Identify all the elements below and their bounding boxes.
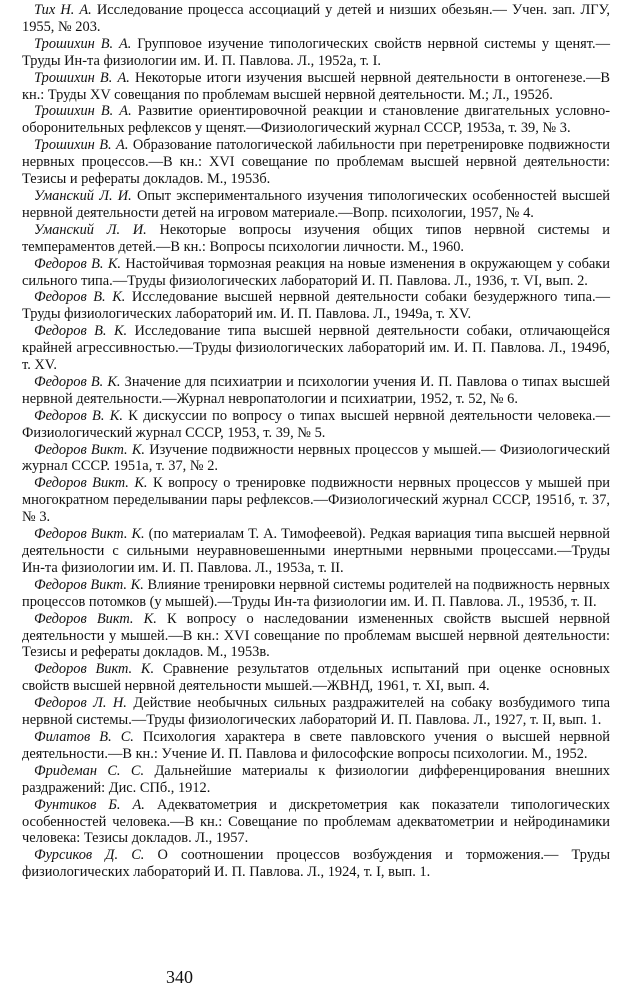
- entry-author: Уманский Л. И.: [34, 187, 132, 204]
- bibliography-entry: [22, 695, 610, 729]
- bibliography-entry: [22, 442, 610, 476]
- entry-author: Тих Н. А.: [34, 2, 92, 18]
- bibliography-entry: [22, 577, 610, 611]
- entry-author: Федоров В. К.: [34, 323, 128, 340]
- entry-text: Изучение подвижности нервных процессов у мышей.— Физиологический журнал СССР. 1951а, т. 37, № 2.: [22, 441, 610, 475]
- entry-author: Уманский Л. И.: [34, 221, 147, 238]
- entry-text: Дальнейшие материалы к физиологии дифференцирования внешних раздражений: Дис. СПб., 1912.: [22, 762, 610, 796]
- entry-author: Филатов В. С.: [34, 728, 134, 745]
- entry-text: К вопросу о тренировке подвижности нервных процессов у мышей при многократном переделывании пары рефлексов.—Физиологический журнал СССР, 1951б, т. 37, № 3.: [22, 475, 610, 526]
- entry-text: Опыт экспериментального изучения типологических особенностей высшей нервной деятельности детей на игровом материале.—Вопр. психологии, 1957, № 4.: [22, 187, 610, 221]
- entry-text: Настойчивая тормозная реакция на новые изменения в окружающем у собаки сильного типа.—Труды физиологических лабораторий И. П. Павлова. Л., 1936, т. VI, вып. 2.: [22, 255, 610, 289]
- bibliography-entry: [22, 611, 610, 662]
- bibliography-entry: [22, 2, 610, 36]
- entry-author: Федоров Викт. К.: [34, 475, 148, 492]
- entry-text: Образование патологической лабильности при перетренировке подвижности нервных процессов.—В кн.: XVI совещание по проблемам высшей нервной деятельности: Тезисы и рефераты докладов. М., 1953б.: [22, 137, 610, 188]
- bibliography-entry: [22, 289, 610, 323]
- bibliography-entry: [22, 188, 610, 222]
- bibliography-entry: [22, 408, 610, 442]
- bibliography-entry: [22, 36, 610, 70]
- bibliography-entry: [22, 526, 610, 577]
- entry-author: Трошихин В. А.: [34, 35, 132, 52]
- entry-text: Значение для психиатрии и психологии учения И. П. Павлова о типах высшей нервной деятельности.—Журнал невропатологии и психиатрии, 1952, т. 52, № 6.: [22, 373, 610, 407]
- entry-text: Исследование процесса ассоциаций у детей и низших обезьян.— Учен. зап. ЛГУ, 1955, № 203.: [22, 2, 610, 35]
- entry-author: Федоров В. К.: [34, 373, 121, 390]
- entry-author: Федоров Викт. К.: [34, 576, 144, 593]
- bibliography-entry: [22, 222, 610, 256]
- entry-text: К дискуссии по вопросу о типах высшей нервной деятельности человека.—Физиологический журнал СССР, 1953, т. 39, № 5.: [22, 407, 610, 441]
- entry-author: Федоров Викт. К.: [34, 661, 155, 678]
- bibliography-entry: [22, 103, 610, 137]
- entry-author: Фридеман С. С.: [34, 762, 145, 779]
- bibliography-entry: [22, 797, 610, 848]
- entry-text: Сравнение результатов отдельных испытаний при оценке основных свойств высшей нервной деятельности мышей.—ЖВНД, 1961, т. XI, вып. 4.: [22, 661, 610, 695]
- entry-author: Федоров В. К.: [34, 289, 126, 306]
- entry-text: Некоторые вопросы изучения общих типов нервной системы и темпераментов детей.—В кн.: Вопросы психологии личности. М., 1960.: [22, 221, 610, 255]
- entry-text: Действие необычных сильных раздражителей на собаку возбудимого типа нервной системы.—Труды физиологических лабораторий И. П. Павлова. Л., 1927, т. II, вып. 1.: [22, 695, 610, 729]
- bibliography-entry: [22, 374, 610, 408]
- entry-author: Федоров В. К.: [34, 255, 121, 272]
- entry-author: Фунтиков Б. А.: [34, 796, 145, 813]
- entry-text: К вопросу о наследовании измененных свойств высшей нервной деятельности у мышей.—В кн.: XVI совещание по проблемам высшей нервной деятельности: Тезисы и рефераты докладов. М., 1953в.: [22, 610, 610, 661]
- entry-author: Трошихин В. А.: [34, 103, 132, 120]
- entry-text: (по материалам Т. А. Тимофеевой). Редкая вариация типа высшей нервной деятельности с сильными неуравновешенными инертными нервными процессами.—Труды Ин-та физиологии им. И. П. Павлова. Л., 1953а, т. II.: [22, 526, 610, 576]
- entry-text: О соотношении процессов возбуждения и торможения.— Труды физиологических лабораторий И. П. Павлова. Л., 1924, т. I, вып. 1.: [22, 847, 610, 881]
- entry-text: Влияние тренировки нервной системы родителей на подвижность нервных процессов потомков (у мышей).—Труды Ин-та физиологии им. И. П. Павлова. Л., 1953б, т. II.: [22, 576, 610, 610]
- entry-text: Некоторые итоги изучения высшей нервной деятельности в онтогенезе.—В кн.: Труды XV совещания по проблемам высшей нервной деятельности. М.; Л., 1952б.: [22, 69, 610, 103]
- bibliography-entry: [22, 661, 610, 695]
- entry-author: Федоров Л. Н.: [34, 695, 127, 712]
- entry-text: Психология характера в свете павловского учения о высшей нервной деятельности.—В кн.: Учение И. П. Павлова и философские вопросы психологии. М., 1952.: [22, 728, 610, 762]
- entry-author: Трошихин В. А.: [34, 137, 129, 154]
- entry-author: Федоров Викт. К.: [34, 441, 145, 458]
- bibliography-entry: [22, 323, 610, 374]
- bibliography-entry: [22, 475, 610, 526]
- bibliography-list: [22, 2, 610, 881]
- bibliography-entry: [22, 70, 610, 104]
- entry-text: Исследование типа высшей нервной деятельности собаки, отличающейся крайней агрессивностью.—Труды физиологических лабораторий им. И. П. Павлова. Л., 1949б, т. XV.: [22, 323, 610, 374]
- entry-text: Развитие ориентировочной реакции и становление двигательных условно-оборонительных рефлексов у щенят.—Физиологический журнал СССР, 1953а, т. 39, № 3.: [22, 103, 610, 137]
- entry-author: Федоров В. К.: [34, 407, 123, 424]
- entry-text: Адекватометрия и дискретометрия как показатели типологических особенностей человека.—В кн.: Совещание по проблемам адекватометрии и нейродинамики человека: Тезисы докладов. Л., 1957.: [22, 796, 610, 847]
- bibliography-entry: [22, 729, 610, 763]
- entry-author: Фурсиков Д. С.: [34, 847, 145, 864]
- bibliography-entry: [22, 137, 610, 188]
- bibliography-entry: [22, 847, 610, 881]
- entry-author: Федоров Викт. К.: [34, 610, 157, 627]
- bibliography-entry: [22, 763, 610, 797]
- entry-author: Федоров Викт. К.: [34, 526, 145, 543]
- entry-text: Исследование высшей нервной деятельности собаки безудержного типа.—Труды физиологических лабораторий им. И. П. Павлова. Л., 1949а, т. XV.: [22, 289, 610, 323]
- page-number: 340: [166, 967, 193, 987]
- entry-author: Трошихин В. А.: [34, 69, 130, 86]
- bibliography-entry: [22, 256, 610, 290]
- entry-text: Групповое изучение типологических свойств нервной системы у щенят.—Труды Ин-та физиологии им. И. П. Павлова. Л., 1952а, т. I.: [22, 35, 610, 69]
